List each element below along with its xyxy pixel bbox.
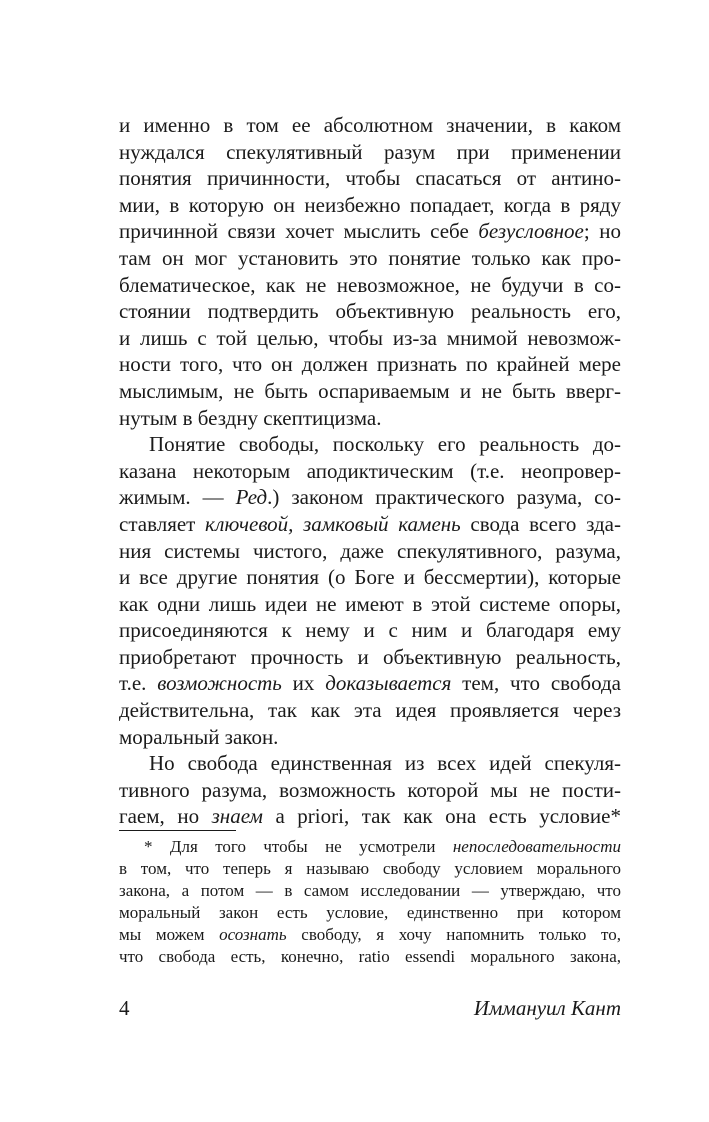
text-segment: свободу, я хочу напомнить только то, [286,925,621,944]
italic-text: безусловное [478,219,584,244]
text-segment: тивного разума, возможность которой мы не пости- [119,777,621,802]
text-segment: блематическое, как не невозможное, не будучи в со- [119,272,621,297]
footnote-line [119,902,621,924]
text-segment: приобретают прочность и объективную реальность, [119,644,621,669]
text-line [119,591,621,618]
footnote-line [119,924,621,946]
footnote-line [119,946,621,968]
text-line [119,484,621,511]
text-line [119,670,621,697]
text-line [119,405,621,432]
text-line [119,511,621,538]
text-line [119,803,621,830]
footnote-divider [119,830,236,831]
text-line [119,139,621,166]
text-segment: .) законом практического разума, со- [267,485,621,510]
text-segment: ; но [583,219,621,244]
text-segment: ности того, что он должен признать по крайней мере [119,352,621,377]
text-segment: нутым в бездну скептицизма. [119,405,382,430]
text-segment: гаем, но [119,804,212,829]
running-title: Иммануил Кант [473,996,621,1020]
text-segment: Понятие свободы, поскольку его реальность до- [149,432,621,457]
footnote-line [119,858,621,880]
text-segment: нуждался спекулятивный разум при применении [119,139,621,164]
page-footer [119,994,621,1022]
text-segment: мы можем [119,925,220,944]
text-segment: a priori, так как она есть условие* [262,804,621,829]
italic-text: знаем [211,804,263,829]
italic-text: ключевой, замковый камень [205,511,461,536]
text-segment: казана некоторым аподиктическим (т.е. неопровер- [119,458,621,483]
italic-text: Ред [235,485,268,510]
text-segment: и именно в том ее абсолютном значении, в каком [119,113,621,137]
text-segment: свода всего зда- [460,511,621,536]
text-segment: что свобода есть, конечно, ratio essendi морального закона, [119,947,621,966]
text-segment: моральный закон. [119,724,279,749]
text-line [119,112,621,139]
text-segment: моральный закон есть условие, единственно при котором [119,903,621,922]
text-segment: ния системы чистого, даже спекулятивного, разума, [119,538,621,563]
text-line [119,750,621,777]
main-text [119,112,621,830]
text-segment: причинной связи хочет мыслить себе [119,219,479,244]
text-line [119,298,621,325]
text-segment: тем, что свобода [451,671,621,696]
text-segment: понятия причинности, чтобы спасаться от антино- [119,166,621,191]
text-segment: в том, что теперь я называю свободу условием морального [119,859,621,878]
footnote [119,836,621,968]
text-segment: мии, в которую он неизбежно попадает, когда в ряду [119,192,621,217]
text-segment: их [281,671,326,696]
text-line [119,777,621,804]
text-segment: присоединяются к нему и с ним и благодаря ему [119,618,621,643]
text-line [119,165,621,192]
italic-text: доказывается [325,671,452,696]
text-line [119,724,621,751]
text-line [119,697,621,724]
text-line [119,325,621,352]
text-segment: там он мог установить это понятие только как про- [119,245,621,270]
footnote-line [119,836,621,858]
italic-text: возможность [157,671,282,696]
italic-text: осознать [219,925,287,944]
text-segment: стоянии подтвердить объективную реальность его, [119,299,621,324]
text-line [119,245,621,272]
text-segment: закона, а потом — в самом исследовании — утверждаю, что [119,881,621,900]
text-segment: * Для того чтобы не усмотрели [144,837,453,856]
text-segment: и лишь с той целью, чтобы из-за мнимой невозмож- [119,325,621,350]
text-line [119,351,621,378]
text-segment: и все другие понятия (о Боге и бессмертии), которые [119,565,621,590]
text-line [119,644,621,671]
text-segment: мыслимым, не быть оспариваемым и не быть вверг- [119,378,621,403]
text-segment: ставляет [119,511,206,536]
text-segment: т.е. [119,671,158,696]
text-line [119,431,621,458]
text-segment: действительна, так как эта идея проявляется через [119,698,621,723]
footnote-line [119,880,621,902]
text-line [119,458,621,485]
text-line [119,218,621,245]
text-line [119,617,621,644]
text-segment: как одни лишь идеи не имеют в этой системе опоры, [119,591,621,616]
text-segment: Но свобода единственная из всех идей спекуля- [149,751,621,776]
italic-text: непоследовательности [452,837,621,856]
text-line [119,564,621,591]
text-segment: жимым. — [119,485,236,510]
text-line [119,378,621,405]
text-line [119,192,621,219]
text-line [119,272,621,299]
page-number: 4 [119,996,130,1020]
text-line [119,538,621,565]
